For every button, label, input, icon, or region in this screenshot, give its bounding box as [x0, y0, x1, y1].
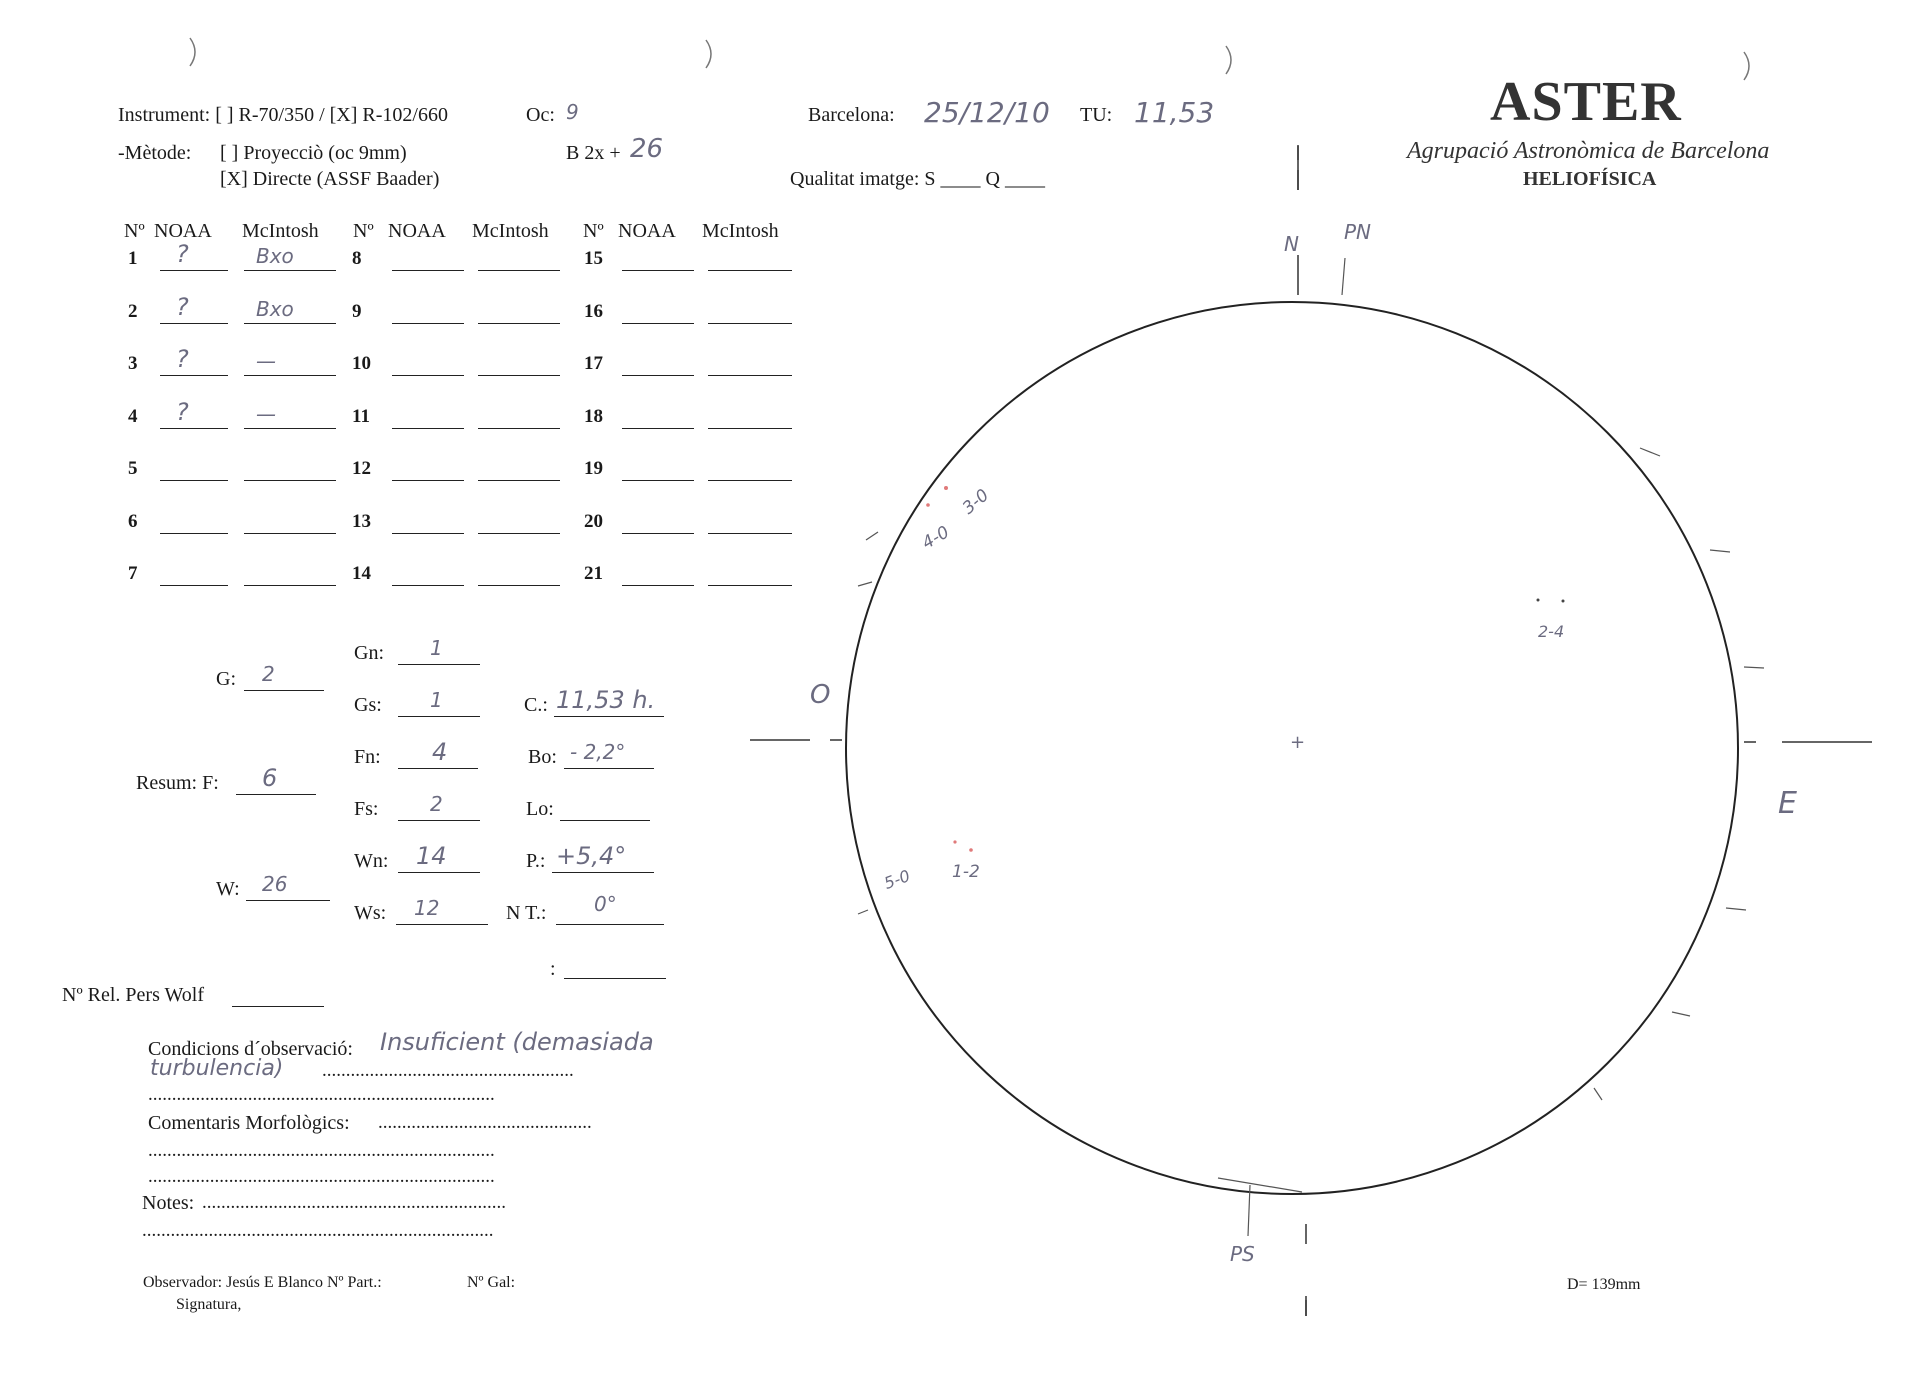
proyeccio-option: [ ] Proyecciò (oc 9mm) [220, 142, 407, 164]
tu-label: TU: [1080, 104, 1113, 126]
noaa-blank [392, 585, 464, 586]
row-number: 21 [584, 563, 603, 584]
observador-label: Observador: Jesús E Blanco Nº Part.: [143, 1274, 382, 1291]
row-number: 11 [352, 405, 370, 427]
dotted-line: .......................................................................... [142, 1220, 494, 1241]
w-value: 26 [262, 872, 288, 896]
row-number: 20 [584, 510, 603, 532]
nt-line [556, 924, 664, 925]
sunspot-dot [944, 486, 948, 490]
date-value: 25/12/10 [924, 96, 1050, 129]
gs-label: Gs: [354, 694, 382, 716]
dotted-line: ......................................................................... [148, 1166, 495, 1187]
noaa-blank [160, 533, 228, 534]
sunspot-dot [969, 848, 973, 852]
instrument-label: Instrument: [ ] R-70/350 / [X] R-102/660 [118, 104, 448, 126]
e-label: E [1778, 786, 1797, 821]
p-value: +5,4° [556, 842, 627, 870]
col-header-noaa: NOAA [618, 220, 676, 242]
c-label: C.: [524, 694, 548, 716]
noaa-blank [622, 480, 694, 481]
diameter-label: D= 139mm [1567, 1276, 1641, 1293]
wn-line [398, 872, 480, 873]
mcintosh-blank [708, 375, 792, 376]
g-line [244, 690, 324, 691]
row-number: 8 [352, 248, 362, 269]
group-label: 5-0 [881, 866, 913, 893]
noaa-blank [160, 480, 228, 481]
tu-value: 11,53 [1134, 96, 1215, 129]
rim-tick-4 [1726, 908, 1746, 910]
row-number: 15 [584, 248, 603, 269]
p-line [552, 872, 654, 873]
noaa-blank [622, 428, 694, 429]
oc-label: Oc: [526, 104, 555, 126]
group-label: 4-0 [918, 522, 953, 554]
rim-tick-9 [858, 910, 868, 914]
mcintosh-blank [244, 585, 336, 586]
group-label: 3-0 [958, 485, 993, 519]
qualitat-label: Qualitat imatge: S ____ Q ____ [790, 168, 1045, 190]
row-number: 13 [352, 510, 371, 532]
sunspot-dot [1537, 599, 1540, 602]
mcintosh-blank [708, 585, 792, 586]
ngal-label: Nº Gal: [467, 1274, 516, 1291]
b2x-label: B 2x + [566, 142, 621, 164]
row-number: 14 [352, 563, 371, 584]
gn-label: Gn: [354, 642, 384, 664]
gn-value: 1 [430, 636, 443, 660]
mcintosh-blank [708, 428, 792, 429]
condicions-value-2: turbulencia) [150, 1056, 284, 1081]
col-header-n: Nº [583, 220, 604, 242]
sunspot-dot [953, 840, 956, 843]
noaa-blank [160, 375, 228, 376]
pn-label: PN [1344, 220, 1372, 244]
fs-value: 2 [430, 792, 443, 816]
wn-label: Wn: [354, 850, 389, 872]
ps-label: PS [1230, 1242, 1255, 1266]
center-mark: + [1290, 732, 1306, 753]
mcintosh-blank [244, 480, 336, 481]
notes-label: Notes: [142, 1192, 195, 1214]
lo-line [560, 820, 650, 821]
row-number: 10 [352, 353, 371, 374]
condicions-value: Insuficient (demasiada [380, 1028, 654, 1056]
wn-value: 14 [416, 842, 447, 870]
mcintosh-value: Bxo [256, 296, 294, 321]
fn-label: Fn: [354, 746, 381, 768]
row-number: 5 [128, 458, 138, 479]
row-number: 7 [128, 563, 138, 584]
mcintosh-blank [478, 585, 560, 586]
ws-label: Ws: [354, 902, 387, 924]
f-line [236, 794, 316, 795]
noaa-value: ? [176, 240, 189, 268]
p-label: P.: [526, 850, 546, 872]
noaa-blank [392, 428, 464, 429]
mcintosh-value: — [256, 349, 276, 373]
row-number: 4 [128, 405, 138, 427]
row-number: 6 [128, 510, 138, 532]
mcintosh-blank [708, 480, 792, 481]
col-header-mcintosh: McIntosh [472, 220, 549, 242]
gn-line [398, 664, 480, 665]
fn-value: 4 [432, 738, 448, 766]
metode-label: -Mètode: [118, 142, 192, 164]
signatura-label: Signatura, [176, 1296, 242, 1313]
rim-tick-5 [1672, 1012, 1690, 1016]
rim-tick-7 [866, 532, 878, 540]
rim-tick-1 [1640, 448, 1660, 456]
noaa-blank [160, 585, 228, 586]
sunspot-dot [926, 503, 930, 507]
row-number: 2 [128, 300, 138, 322]
mcintosh-blank [478, 323, 560, 324]
mcintosh-blank [244, 428, 336, 429]
mcintosh-blank [708, 323, 792, 324]
rim-tick-3 [1744, 667, 1764, 668]
noaa-blank [160, 323, 228, 324]
n-label: N [1284, 232, 1299, 256]
dotted-line: ......................................................................... [148, 1140, 495, 1161]
noaa-blank [622, 533, 694, 534]
row-number: 12 [352, 458, 371, 479]
dotted-line: ......................................................................... [148, 1084, 495, 1105]
noaa-blank [622, 270, 694, 271]
punch-hole-mark [706, 40, 711, 68]
row-number: 18 [584, 405, 603, 427]
mcintosh-blank [478, 428, 560, 429]
noaa-blank [622, 323, 694, 324]
col-header-noaa: NOAA [154, 220, 212, 242]
w-line [246, 900, 330, 901]
oc-value: 9 [566, 100, 579, 124]
mcintosh-blank [244, 375, 336, 376]
rel-pers-wolf-label: Nº Rel. Pers Wolf [62, 984, 204, 1006]
mcintosh-blank [708, 270, 792, 271]
mcintosh-blank [708, 533, 792, 534]
col-header-mcintosh: McIntosh [242, 220, 319, 242]
noaa-blank [392, 533, 464, 534]
g-value: 2 [262, 662, 275, 686]
rim-tick-6 [1594, 1088, 1602, 1100]
mcintosh-blank [244, 270, 336, 271]
group-label: 1-2 [952, 862, 980, 882]
noaa-blank [160, 428, 228, 429]
punch-hole-mark [1226, 46, 1231, 74]
pn-tick [1342, 258, 1345, 295]
mcintosh-blank [244, 323, 336, 324]
rim-tick-2 [1710, 550, 1730, 552]
punch-hole-mark [1744, 52, 1749, 80]
col-header-mcintosh: McIntosh [702, 220, 779, 242]
row-number: 9 [352, 300, 362, 322]
nt-value: 0° [594, 892, 617, 916]
mcintosh-blank [478, 375, 560, 376]
mcintosh-blank [478, 533, 560, 534]
c-value: 11,53 h. [556, 686, 656, 714]
row-number: 1 [128, 248, 138, 269]
col-header-noaa: NOAA [388, 220, 446, 242]
bo-line [564, 768, 654, 769]
bo-label: Bo: [528, 746, 557, 768]
sunspot-dot [1562, 600, 1565, 603]
row-number: 3 [128, 353, 138, 374]
lo-label: Lo: [526, 798, 554, 820]
fn-line [398, 768, 478, 769]
row-number: 17 [584, 353, 603, 374]
row-number: 19 [584, 458, 603, 479]
g-label: G: [216, 668, 236, 690]
group-label: 2-4 [1538, 622, 1565, 641]
mcintosh-blank [478, 270, 560, 271]
f-value: 6 [262, 764, 278, 792]
c-line [554, 716, 664, 717]
gs-value: 1 [430, 688, 443, 712]
f-label: Resum: F: [136, 772, 219, 794]
noaa-value: ? [176, 292, 189, 321]
noaa-value: ? [176, 397, 189, 426]
b2x-value: 26 [630, 134, 664, 164]
noaa-blank [392, 270, 464, 271]
gs-line [398, 716, 480, 717]
bo-value: - 2,2° [570, 740, 626, 764]
mcintosh-blank [478, 480, 560, 481]
mcintosh-blank [244, 533, 336, 534]
fs-line [398, 820, 480, 821]
barcelona-label: Barcelona: [808, 104, 895, 126]
row-number: 16 [584, 300, 603, 322]
aster-subtitle: Agrupació Astronòmica de Barcelona [1407, 138, 1770, 164]
noaa-blank [160, 270, 228, 271]
ws-line [396, 924, 488, 925]
rim-tick-8 [858, 582, 872, 586]
colon-label: : [550, 958, 556, 980]
condicions-label: Condicions d´observació: [148, 1038, 353, 1060]
col-header-n: Nº [353, 220, 374, 242]
mcintosh-value: — [256, 401, 276, 426]
dotted-line: ................................................................ [202, 1192, 506, 1213]
noaa-blank [622, 375, 694, 376]
w-label: W: [216, 878, 240, 900]
colon-line [564, 978, 666, 979]
nt-label: N T.: [506, 902, 547, 924]
o-label: O [810, 680, 831, 710]
aster-department: HELIOFÍSICA [1523, 168, 1657, 190]
punch-hole-mark [190, 38, 195, 66]
comentaris-label: Comentaris Morfològics: [148, 1112, 350, 1134]
dotted-line: ............................................. [378, 1112, 592, 1133]
noaa-blank [622, 585, 694, 586]
noaa-blank [392, 323, 464, 324]
aster-title: ASTER [1490, 71, 1682, 133]
noaa-blank [392, 480, 464, 481]
noaa-blank [392, 375, 464, 376]
fs-label: Fs: [354, 798, 379, 820]
directe-option: [X] Directe (ASSF Baader) [220, 168, 440, 190]
rel-pers-wolf-line [232, 1006, 324, 1007]
noaa-value: ? [176, 345, 189, 373]
col-header-n: Nº [124, 220, 145, 242]
mcintosh-value: Bxo [256, 244, 294, 268]
dotted-line: ..................................................... [322, 1060, 574, 1081]
ws-value: 12 [414, 896, 440, 920]
